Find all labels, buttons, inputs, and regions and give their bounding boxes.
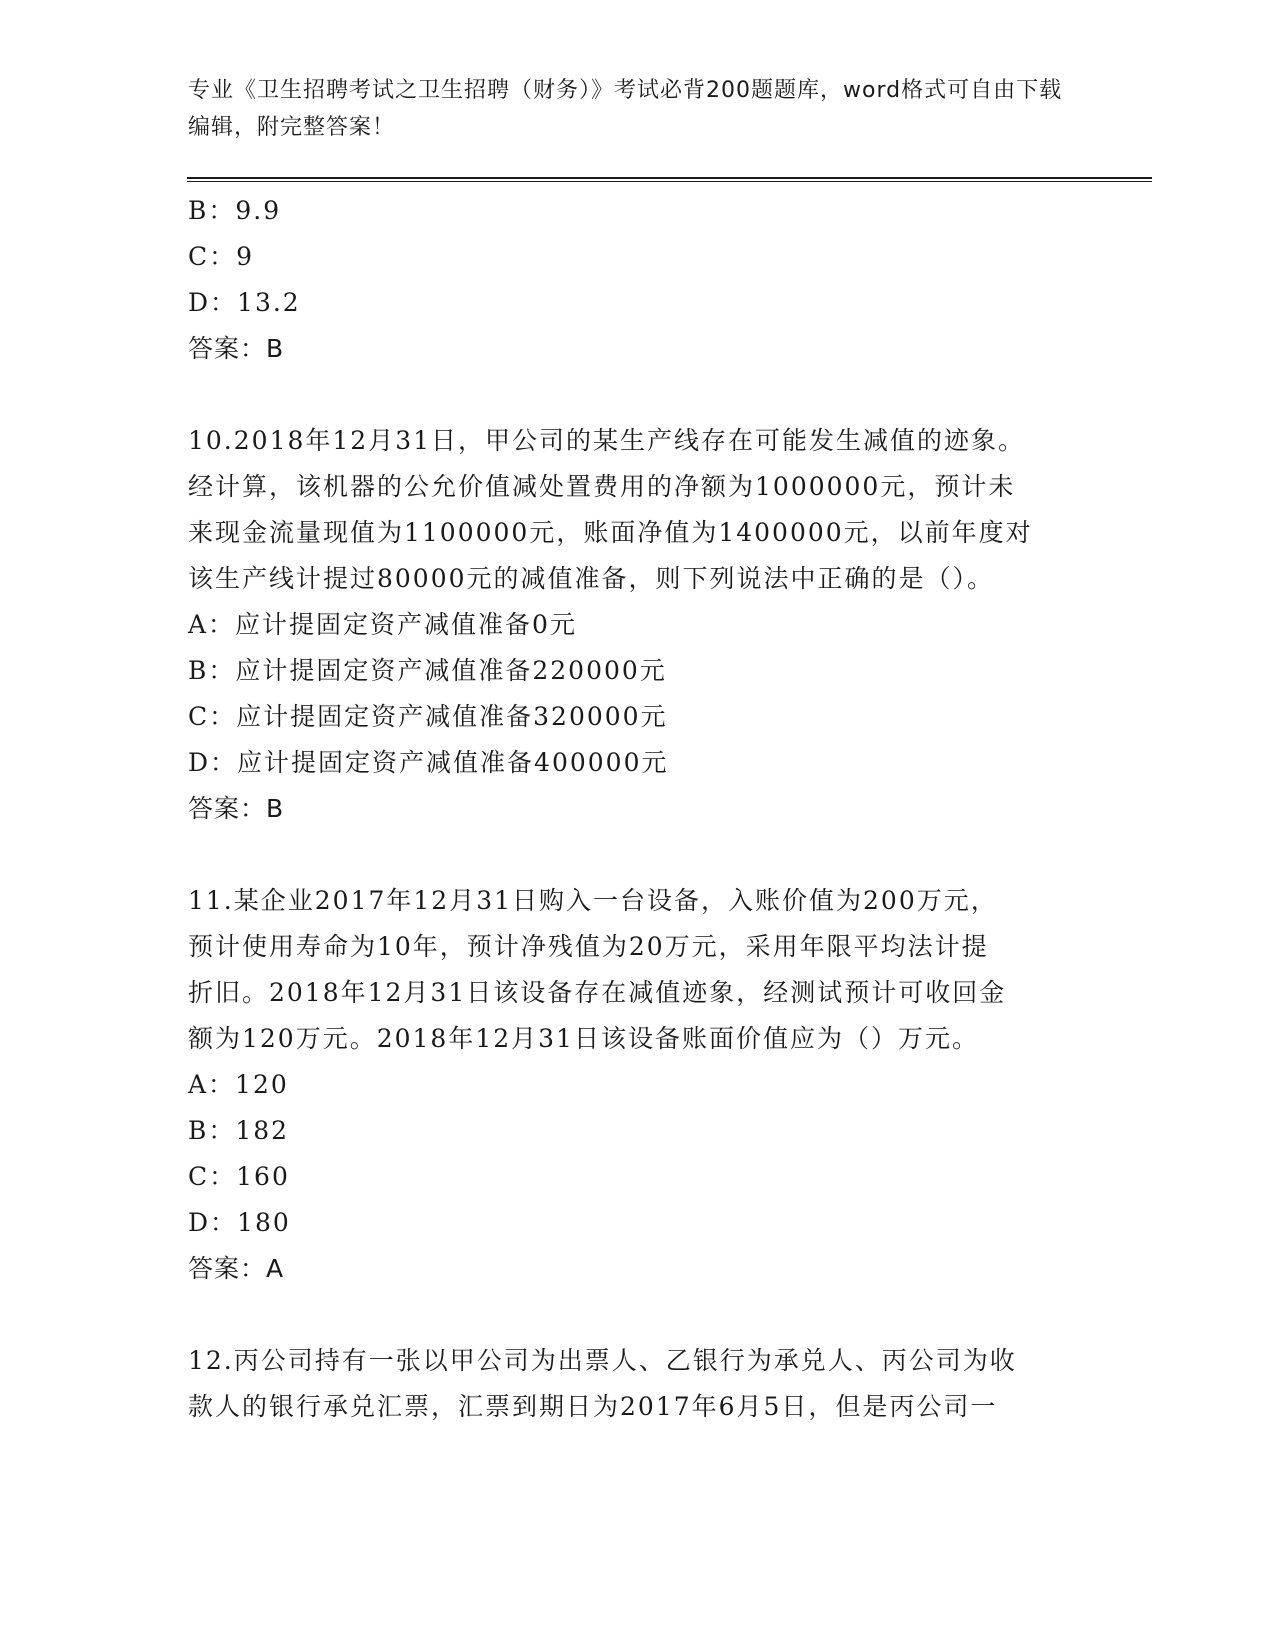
- document-title: 专业《卫生招聘考试之卫生招聘（财务）》考试必背200题题库，word格式可自由下载编辑，附完整答案！: [188, 78, 1063, 140]
- option-c: C：160: [188, 1162, 290, 1191]
- question-10: [188, 418, 1088, 832]
- question-12: [188, 1338, 1088, 1430]
- option-b: B：182: [188, 1116, 290, 1145]
- header-divider: [187, 177, 1152, 182]
- question-stem-line: 款人的银行承兑汇票，汇票到期日为2017年6月5日，但是丙公司一: [188, 1392, 998, 1421]
- answer-line: 答案：B: [188, 794, 285, 823]
- answer-line: 答案：B: [188, 334, 285, 363]
- question-11: [188, 878, 1088, 1292]
- option-b: B：9.9: [188, 196, 282, 225]
- option-c: C：应计提固定资产减值准备320000元: [188, 702, 668, 731]
- question-stem-line: 11.某企业2017年12月31日购入一台设备，入账价值为200万元，: [188, 886, 998, 915]
- question-stem-line: 该生产线计提过80000元的减值准备，则下列说法中正确的是（）。: [188, 564, 995, 593]
- option-d: D：180: [188, 1208, 291, 1237]
- question-stem-line: 来现金流量现值为1100000元，账面净值为1400000元，以前年度对: [188, 518, 1033, 547]
- question-stem-line: 12.丙公司持有一张以甲公司为出票人、乙银行为承兑人、丙公司为收: [188, 1346, 1017, 1375]
- document-header: [188, 72, 1068, 146]
- option-b: B：应计提固定资产减值准备220000元: [188, 656, 667, 685]
- option-d: D：应计提固定资产减值准备400000元: [188, 748, 669, 777]
- option-d: D：13.2: [188, 288, 301, 317]
- spacer: [188, 832, 1088, 878]
- option-a: A：120: [188, 1070, 289, 1099]
- answer-line: 答案：A: [188, 1254, 285, 1283]
- document-body: [188, 188, 1088, 1430]
- continued-question: [188, 188, 1088, 372]
- spacer: [188, 372, 1088, 418]
- question-stem-line: 经计算，该机器的公允价值减处置费用的净额为1000000元，预计未: [188, 472, 1016, 501]
- option-a: A：应计提固定资产减值准备0元: [188, 610, 577, 639]
- question-stem-line: 预计使用寿命为10年，预计净残值为20万元，采用年限平均法计提: [188, 932, 989, 961]
- option-c: C：9: [188, 242, 255, 271]
- question-stem-line: 额为120万元。2018年12月31日该设备账面价值应为（）万元。: [188, 1024, 979, 1053]
- question-stem-line: 折旧。2018年12月31日该设备存在减值迹象，经测试预计可收回金: [188, 978, 1007, 1007]
- question-stem-line: 10.2018年12月31日，甲公司的某生产线存在可能发生减值的迹象。: [188, 426, 1026, 455]
- spacer: [188, 1292, 1088, 1338]
